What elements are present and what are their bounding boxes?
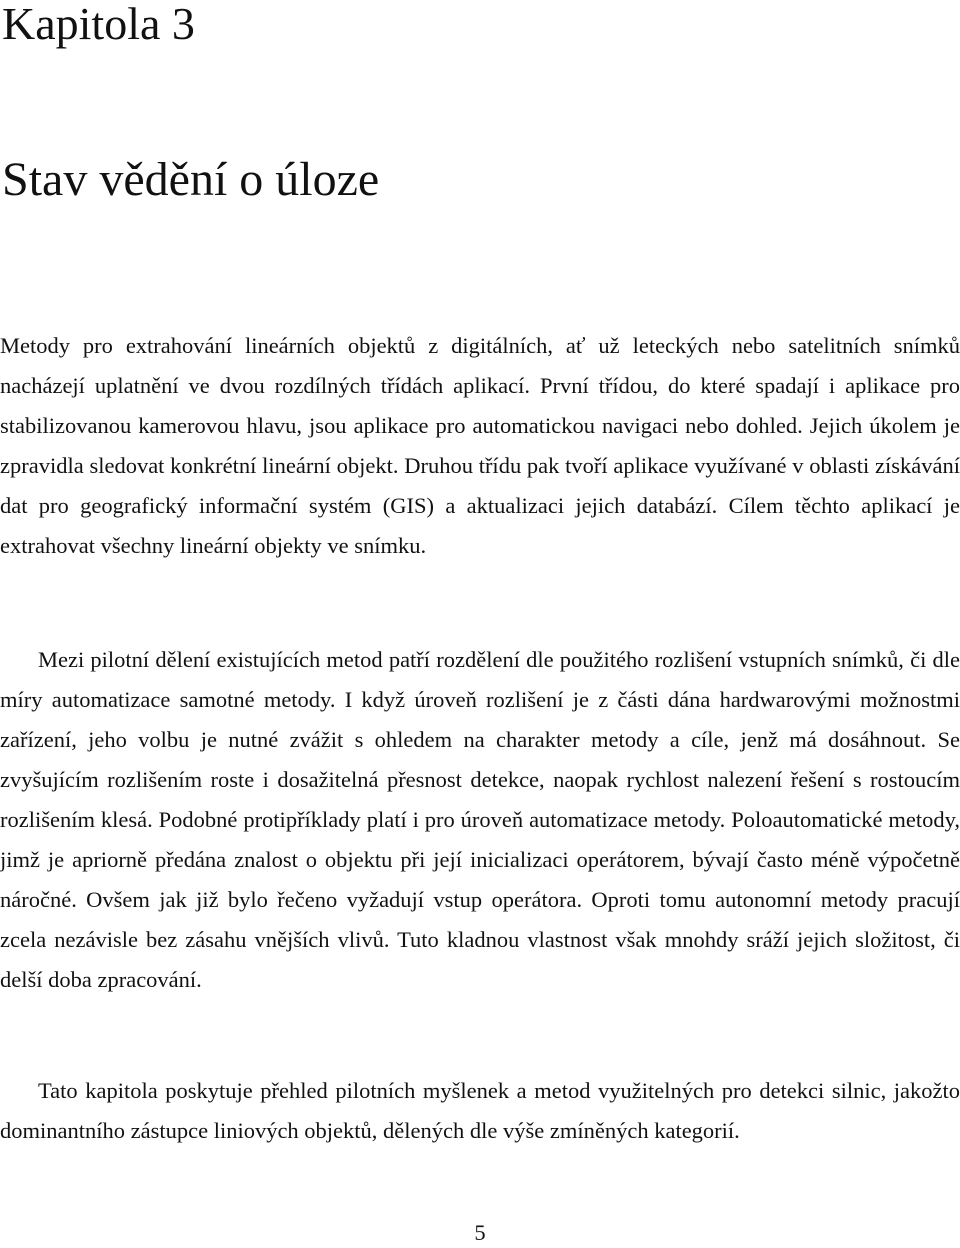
paragraph-chapter-overview: Tato kapitola poskytuje přehled pilotních myšlenek a metod využitelných pro detekci silnic, jakožto dominantního zástupce liniových objektů, dělených dle výše zmíněných kategorií. [0, 1078, 960, 1143]
paragraph-methods-division: Mezi pilotní dělení existujících metod patří rozdělení dle použitého rozlišení vstupních snímků, či dle míry automatizace samotné metody. I když úroveň rozlišení je z části dána hardwarovými možnostmi zařízení, jeho volbu je nutné zvážit s ohledem na charakter metody a cíle, jenž má dosáhnout. Se zvyšujícím rozlišením roste i dosažitelná přesnost detekce, naopak rychlost nalezení řešení s rostoucím rozlišením klesá. Podobné protipříklady platí i pro úroveň automatizace metody. Poloautomatické metody, jimž je apriorně předána znalost o objektu při její inicializaci operátorem, bývají často méně výpočetně náročné. Ovšem jak již bylo řečeno vyžadují vstup operátora. Oproti tomu autonomní metody pracují zcela nezávisle bez zásahu vnějších vlivů. Tuto kladnou vlastnost však mnohdy sráží jejich složitost, či delší doba zpracování. [0, 647, 960, 992]
chapter-label: Kapitola 3 [2, 0, 195, 49]
chapter-title: Stav vědění o úloze [2, 153, 380, 206]
page-number: 5 [474, 1220, 486, 1245]
paragraph-intro: Metody pro extrahování lineárních objektů z digitálních, ať už leteckých nebo satelitních snímků nacházejí uplatnění ve dvou rozdílných třídách aplikací. První třídou, do které spadají i aplikace pro stabilizovanou kamerovou hlavu, jsou aplikace pro automatickou navigaci nebo dohled. Jejich úkolem je zpravidla sledovat konkrétní lineární objekt. Druhou třídu pak tvoří aplikace využívané v oblasti získávání dat pro geografický informační systém (GIS) a aktualizaci jejich databází. Cílem těchto aplikací je extrahovat všechny lineární objekty ve snímku. [0, 333, 960, 558]
